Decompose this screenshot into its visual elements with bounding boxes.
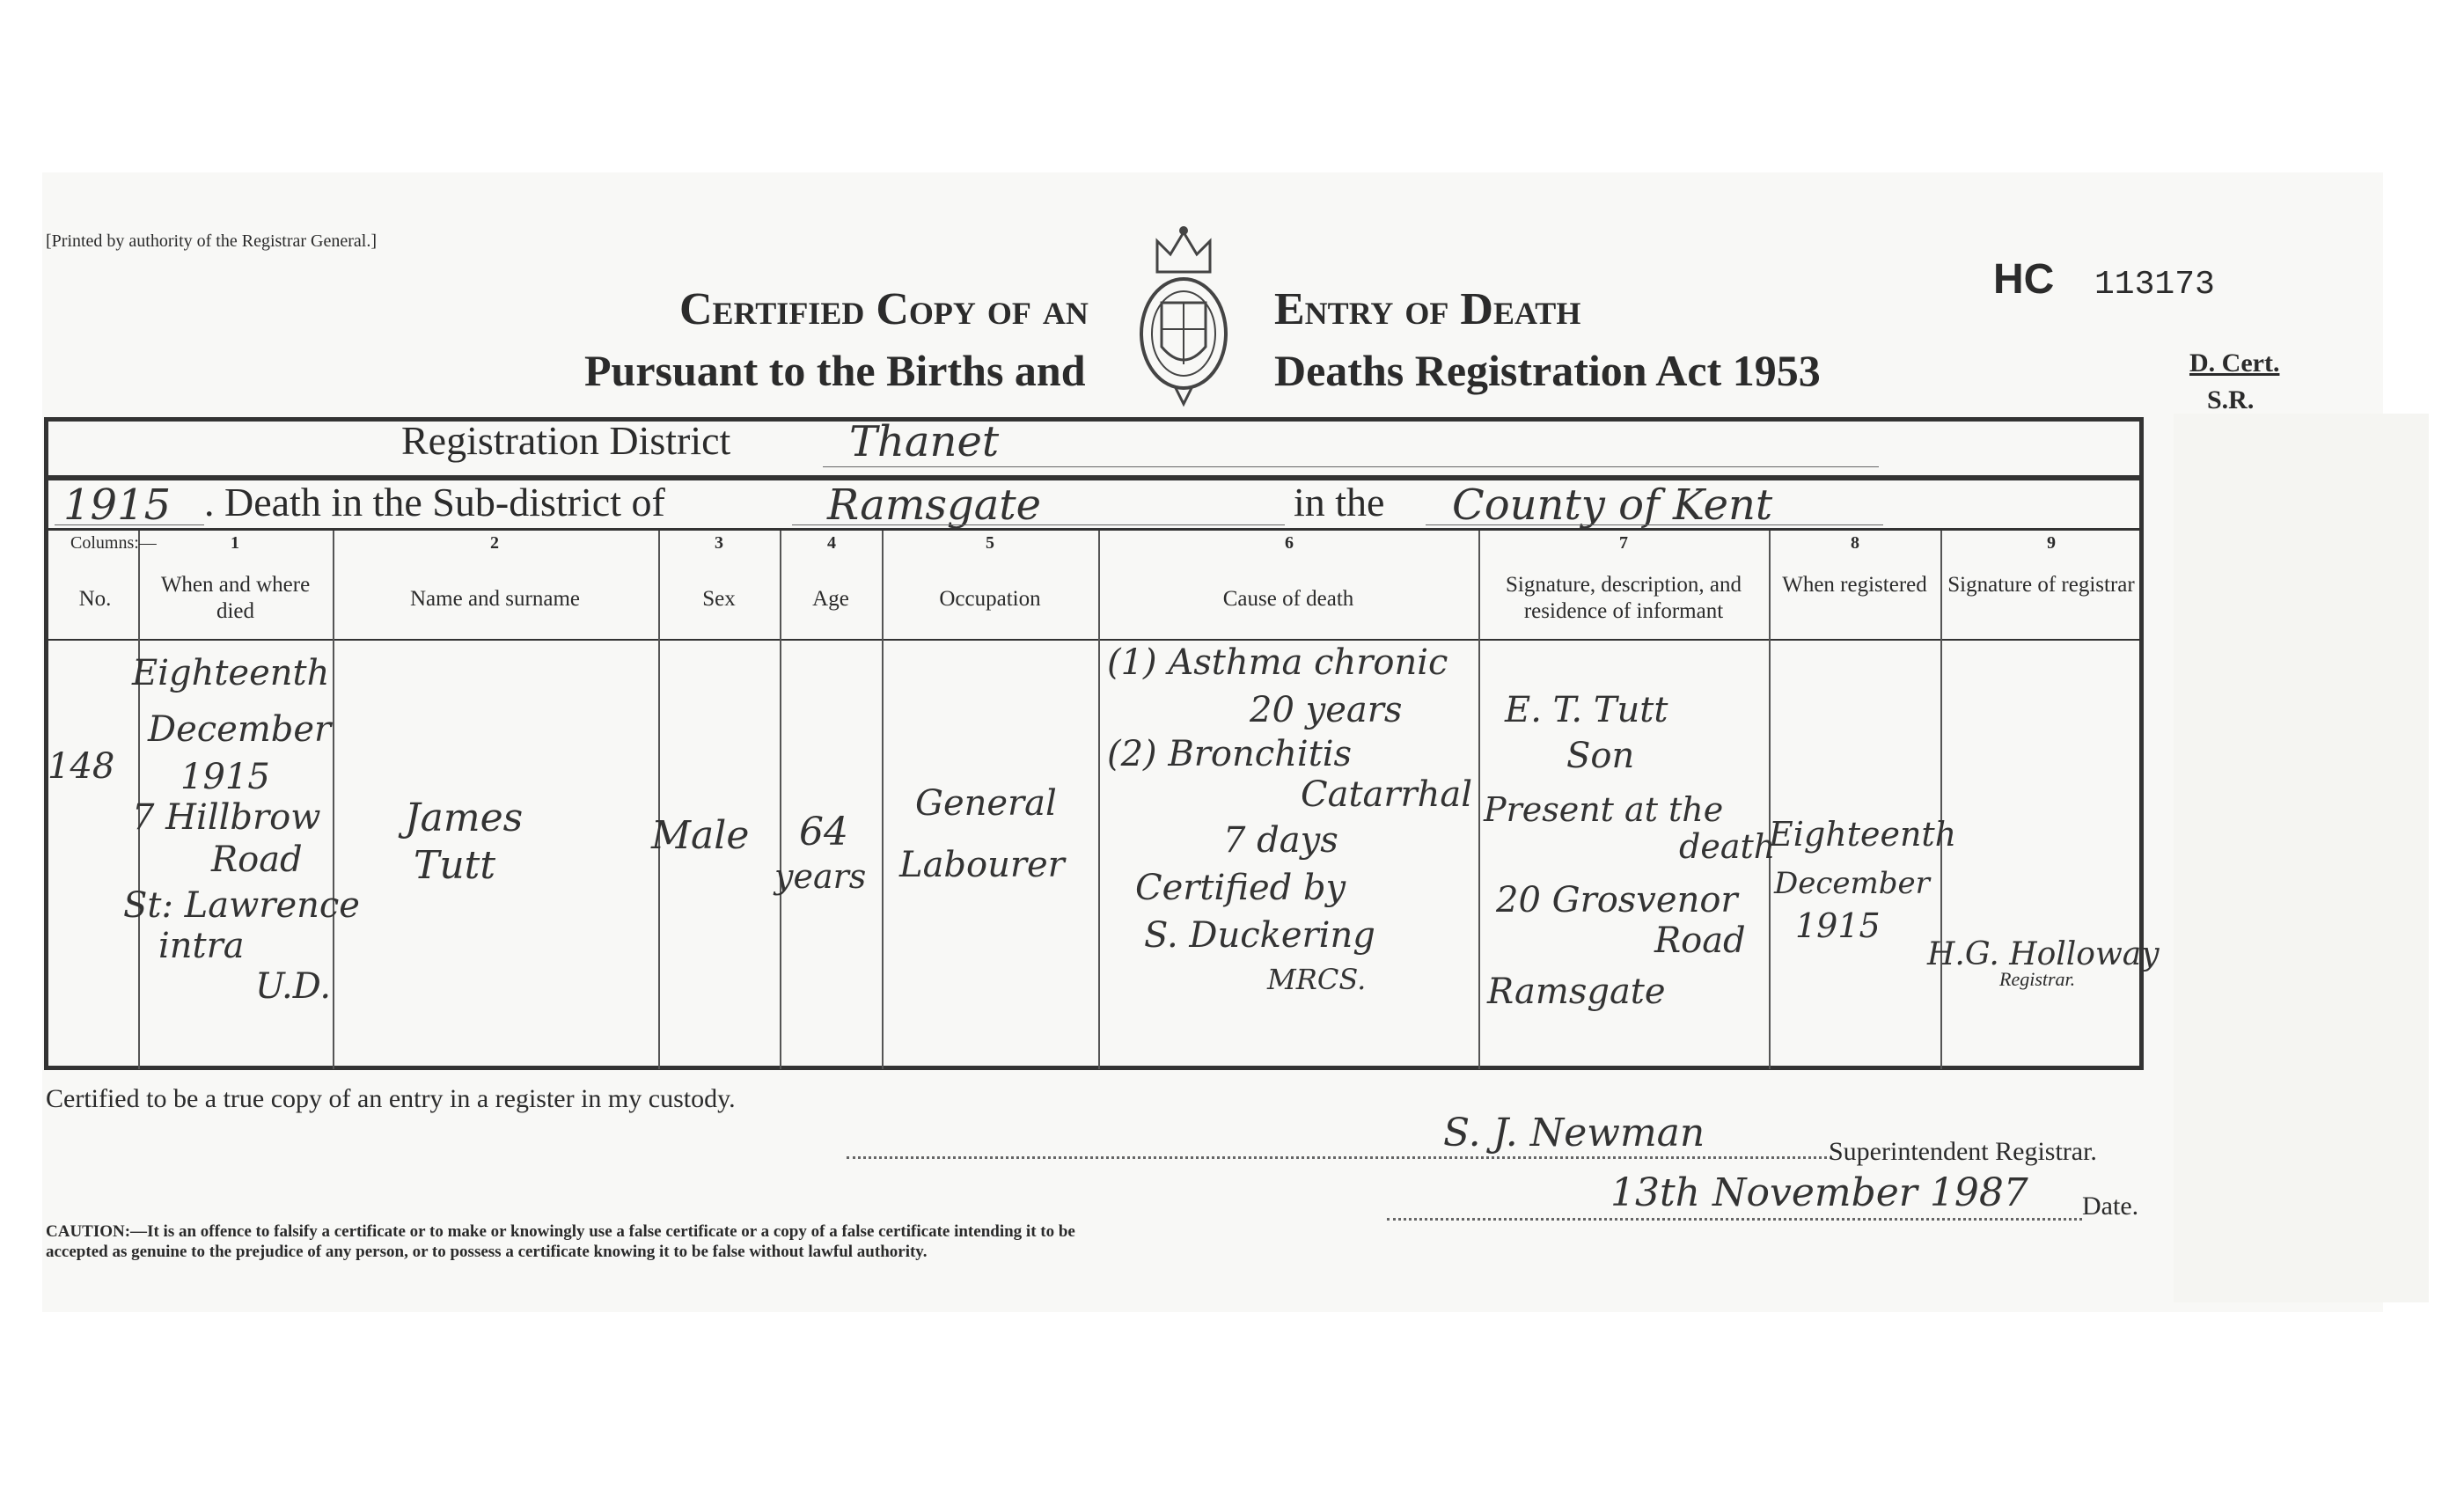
cause-line: (2) Bronchitis — [1107, 734, 1353, 774]
cause-line: Certified by — [1135, 868, 1346, 908]
county-value: County of Kent — [1452, 480, 1773, 530]
cause-line: S. Duckering — [1144, 915, 1375, 956]
caution-label: CAUTION:— — [46, 1222, 148, 1241]
divider — [44, 639, 2144, 641]
when-where-line: December — [148, 709, 332, 750]
form-code: D. Cert. — [2189, 348, 2280, 378]
title-left-line-2: Pursuant to the Births and — [584, 346, 1086, 395]
certified-statement: Certified to be a true copy of an entry in a register in my custody. — [46, 1084, 736, 1113]
informant-line: Ramsgate — [1487, 972, 1666, 1012]
column-number: 8 — [1851, 533, 1859, 553]
when-where-line: 7 Hillbrow — [132, 797, 321, 838]
county-label: in the — [1294, 480, 1385, 524]
age-line: years — [774, 857, 867, 896]
occupation-line: General — [915, 783, 1057, 824]
occupation-line: Labourer — [899, 845, 1065, 885]
column-number: 9 — [2047, 533, 2056, 553]
column-number: 3 — [715, 533, 723, 553]
fill-line — [1426, 524, 1883, 525]
registration-district-value: Thanet — [849, 417, 1000, 466]
form-code-sr: S.R. — [2207, 385, 2255, 414]
column-header-cause: Cause of death — [1222, 587, 1354, 611]
when-registered-line: 1915 — [1795, 906, 1881, 945]
column-number: 1 — [231, 533, 239, 553]
serial-number: 113173 — [2094, 266, 2215, 304]
title-right-line-1: Entry of Death — [1274, 284, 1581, 334]
sheet-margin — [2174, 414, 2429, 1302]
name-line: James — [405, 796, 524, 840]
entry-number: 148 — [48, 746, 115, 787]
name-line: Tutt — [414, 843, 496, 888]
signature-dotted-line — [847, 1156, 1832, 1159]
sub-district-label: . Death in the Sub-district of — [204, 480, 665, 524]
fill-line — [55, 524, 204, 525]
when-where-line: U.D. — [255, 966, 332, 1007]
superintendent-label: Superintendent Registrar. — [1829, 1137, 2097, 1166]
informant-line: 20 Grosvenor — [1496, 880, 1738, 920]
when-where-line: 1915 — [180, 757, 270, 797]
when-registered-line: Eighteenth — [1769, 815, 1957, 854]
sub-district-value: Ramsgate — [827, 480, 1042, 530]
when-where-line: Road — [211, 840, 303, 880]
column-number: 7 — [1619, 533, 1628, 553]
registrar-title: Registrar. — [1999, 968, 2076, 990]
royal-coat-of-arms-icon — [1135, 224, 1232, 408]
certificate-date: 13th November 1987 — [1610, 1170, 2028, 1215]
superintendent-signature: S. J. Newman — [1443, 1111, 1705, 1155]
caution-notice — [46, 1221, 1102, 1262]
when-registered-line: December — [1774, 866, 1930, 901]
column-header-when-registered: When registered — [1782, 573, 1927, 597]
age-line: 64 — [799, 810, 848, 854]
column-header-no: No. — [78, 587, 112, 611]
column-header-when-where: When and where died — [160, 573, 311, 623]
when-where-line: intra — [158, 926, 245, 966]
when-where-line: Eighteenth — [132, 653, 330, 693]
column-header-registrar: Signature of registrar — [1947, 573, 2135, 597]
columns-label: Columns:— — [70, 533, 157, 553]
when-where-line: St: Lawrence — [123, 885, 360, 926]
informant-line: Present at the — [1484, 790, 1724, 829]
fill-line — [823, 466, 1879, 467]
informant-line: death — [1679, 827, 1776, 866]
caution-text: It is an offence to falsify a certificate or to make or knowingly use a false certificate or a copy of a false certificate intending it to be accepted as genuine to the prejudice of any person, or to possess a certificate knowing it to be false without lawful authority. — [46, 1222, 1075, 1261]
date-label: Date. — [2082, 1192, 2139, 1221]
printed-by-note: [Printed by authority of the Registrar General.] — [46, 231, 377, 251]
cause-line: (1) Asthma chronic — [1107, 642, 1448, 683]
registration-district-label: Registration District — [401, 418, 731, 463]
title-left-line-1: Certified Copy of an — [679, 284, 1089, 334]
column-header-occupation: Occupation — [939, 587, 1041, 611]
informant-line: E. T. Tutt — [1505, 690, 1668, 730]
title-right-line-2: Deaths Registration Act 1953 — [1274, 346, 1821, 395]
registrar-signature: H.G. Holloway — [1927, 936, 2160, 972]
column-header-age: Age — [812, 587, 849, 611]
column-header-sex: Sex — [702, 587, 736, 611]
cause-line: MRCS. — [1267, 963, 1367, 996]
column-header-name: Name and surname — [410, 587, 580, 611]
sex-value: Male — [651, 813, 750, 858]
cause-line: 20 years — [1250, 690, 1403, 730]
column-rule — [1769, 531, 1771, 1069]
fill-line — [792, 524, 1285, 525]
informant-line: Road — [1654, 920, 1746, 961]
column-number: 2 — [490, 533, 499, 553]
column-number: 4 — [827, 533, 836, 553]
informant-line: Son — [1566, 736, 1635, 776]
divider — [44, 528, 2144, 531]
column-number: 5 — [986, 533, 994, 553]
column-number: 6 — [1285, 533, 1294, 553]
column-rule — [1940, 531, 1942, 1069]
cause-line: 7 days — [1223, 820, 1338, 861]
serial-prefix: HC — [1993, 256, 2055, 303]
registration-year: 1915 — [63, 480, 172, 530]
date-dotted-line — [1387, 1218, 2082, 1221]
column-header-informant: Signature, description, and residence of informant — [1506, 573, 1742, 623]
cause-line: Catarrhal — [1301, 774, 1473, 815]
